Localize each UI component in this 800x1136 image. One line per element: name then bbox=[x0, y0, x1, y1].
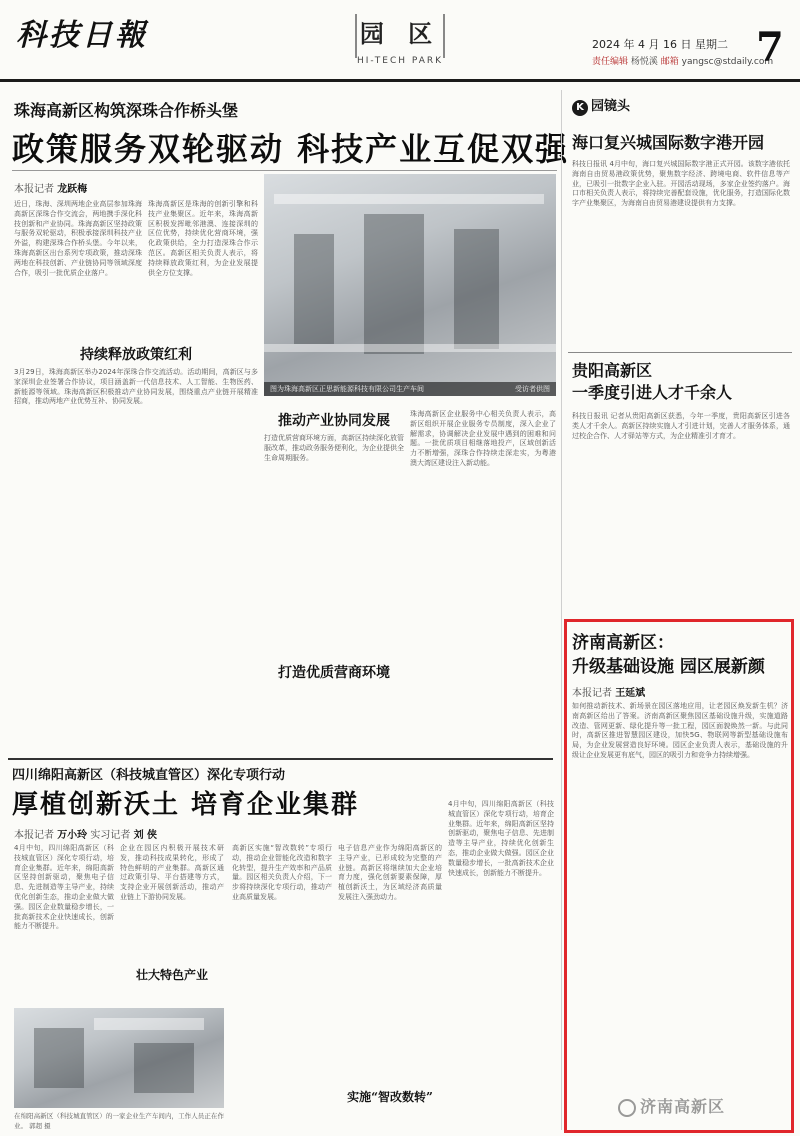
masthead bbox=[0, 0, 800, 82]
bottom-photo bbox=[14, 1008, 224, 1108]
section-name-box bbox=[355, 14, 445, 58]
byline-name: 万小玲 bbox=[57, 830, 88, 841]
right-story2-title-2: 一季度引进人才千余人 bbox=[572, 383, 733, 402]
editor-label: 责任编辑 bbox=[592, 57, 629, 67]
issue-date: 2024 年 4 月 16 日 星期二 bbox=[592, 38, 728, 51]
editor-line bbox=[592, 54, 773, 67]
bottom-column-5: 4月中旬，四川绵阳高新区（科技城直管区）深化专项行动，培育企业集群。近年来，绵阳高新区坚持创新驱动，聚焦电子信息、先进制造等主导产业，持续优化创新生态，推动企业做大做强。园区企业数量稳步增长，一批高新技术企业快速成长，创新能力不断提升。 bbox=[448, 800, 554, 877]
byline-label: 本报记者 bbox=[14, 830, 54, 841]
right-story2-body: 科技日报讯 记者从贵阳高新区获悉，今年一季度，贵阳高新区引进各类人才千余人。高新区持续实施人才引进计划，完善人才服务体系，通过校企合作、人才驿站等方式，为企业精准引才育才。 bbox=[572, 412, 790, 440]
lead-subhead-2: 推动产业协同发展 bbox=[278, 413, 390, 429]
byline-name: 龙跃梅 bbox=[57, 184, 88, 195]
section-name: 园 区 bbox=[359, 19, 441, 48]
lead-photo-caption: 图为珠海高新区正思新能源科技有限公司生产车间 bbox=[264, 382, 556, 396]
byline-name-2: 刘 侠 bbox=[133, 830, 158, 841]
lead-headline: 政策服务双轮驱动 科技产业互促双强 bbox=[12, 130, 570, 168]
byline-label-2: 实习记者 bbox=[90, 830, 131, 841]
bottom-column-4: 电子信息产业作为绵阳高新区的主导产业，已形成较为完整的产业链。高新区将继续加大企业培育力度，强化创新要素保障，厚植创新沃土，为区域经济高质量发展注入强劲动力。 bbox=[338, 844, 442, 901]
lead-column-1-cont: 珠海高新区是珠海的创新引擎和科技产业集聚区。近年来，珠海高新区积极发挥毗邻港澳、连接深圳的区位优势，持续优化营商环境，强化政策供给，全力打造深珠合作示范区。高新区相关负责人表示，将持续释放政策红利，为企业发展提供全方位支撑。 bbox=[148, 200, 258, 277]
lead-subhead-1: 持续释放政策红利 bbox=[80, 347, 192, 363]
divider bbox=[8, 758, 553, 760]
bottom-subhead-2: 实施“智改数转” bbox=[347, 1090, 433, 1104]
email-label: 邮箱 bbox=[660, 57, 679, 67]
right-story3-title-2: 升级基础设施 园区展新颜 bbox=[572, 657, 765, 677]
byline-label: 本报记者 bbox=[572, 688, 612, 699]
lead-photo-credit: 受访者供图 bbox=[515, 385, 550, 393]
right-story1-body: 科技日报讯 4月中旬，海口复兴城国际数字港正式开园。该数字港依托海南自由贸易港政策优势，聚焦数字经济、跨境电商、软件信息等产业，已吸引一批数字企业入驻。开园活动现场，多家企业签约落户。海口市相关负责人表示，将持续完善配套设施，优化服务，打造国际化数字产业集聚区，为海南自由贸易港建设提供有力支撑。 bbox=[572, 160, 790, 208]
bottom-column-3: 高新区实施“智改数转”专项行动，推动企业智能化改造和数字化转型，提升生产效率和产品质量。园区相关负责人介绍，下一步将持续深化专项行动，推动产业高质量发展。 bbox=[232, 844, 332, 901]
right-story3-body: 如何推动新技术、新场景在园区落地应用，让老园区焕发新生机？济南高新区给出了答案。济南高新区聚焦园区基础设施升级，实施道路改造、管网更新、绿化提升等一批工程，园区面貌焕然一新。与此同时，高新区推进智慧园区建设，加快5G、物联网等新型基础设施布局，为企业发展营造良好环境。园区企业负责人表示，基础设施的升级让企业发展更有底气，园区的吸引力和竞争力持续增强。 bbox=[572, 702, 788, 759]
right-story2-title-1: 贵阳高新区 bbox=[572, 361, 653, 380]
lead-subhead-3: 打造优质营商环境 bbox=[278, 665, 390, 681]
column-divider bbox=[561, 90, 562, 1130]
lead-column-2: 3月29日，珠海高新区举办2024年深珠合作交流活动。活动期间，高新区与多家深圳企业签署合作协议，项目涵盖新一代信息技术、人工智能、生物医药、新能源等领域。珠海高新区积极推动产业协同发展，围绕重点产业链开展精准招商，推动两地产业优势互补、协同发展。 bbox=[14, 368, 258, 406]
page-number: 7 bbox=[756, 24, 784, 71]
lead-byline bbox=[14, 180, 87, 195]
k-icon: K bbox=[572, 100, 588, 116]
lead-column-4: 珠海高新区企业服务中心相关负责人表示，高新区组织开展企业服务专员制度，深入企业了解需求，协调解决企业发展中遇到的困难和问题。一批优质项目相继落地投产，区域创新活力不断增强，深珠合作持续走深走实，为粤港澳大湾区建设注入新动能。 bbox=[410, 410, 556, 467]
right-story1-title: 海口复兴城国际数字港开园 bbox=[572, 133, 765, 152]
section-name-english: HI-TECH PARK bbox=[356, 56, 444, 66]
bottom-column-2: 企业在园区内积极开展技术研发，推动科技成果转化，形成了特色鲜明的产业集群。高新区通过政策引导、平台搭建等方式，支持企业开展创新活动，推动产业链上下游协同发展。 bbox=[120, 844, 224, 901]
byline-name: 王延斌 bbox=[615, 688, 646, 699]
editor-email: yangsc@stdaily.com bbox=[681, 57, 774, 67]
right-story3-byline bbox=[572, 684, 645, 699]
newspaper-logo: 科技日報 bbox=[16, 18, 148, 53]
divider bbox=[12, 170, 557, 171]
bottom-column-1: 4月中旬，四川绵阳高新区（科技城直管区）深化专项行动，培育企业集群。近年来，绵阳高新区坚持创新驱动，聚焦电子信息、先进制造等主导产业，持续优化创新生态，推动企业做大做强。园区企业数量稳步增长，一批高新技术企业快速成长，创新能力不断提升。 bbox=[14, 844, 114, 931]
lead-kicker: 珠海高新区构筑深珠合作桥头堡 bbox=[14, 101, 239, 120]
bottom-photo-caption: 在绵阳高新区（科技城直管区）的一家企业生产车间内，工作人员正在作业。 郭超 摄 bbox=[14, 1112, 224, 1130]
right-story3-title-1: 济南高新区： bbox=[572, 633, 674, 653]
bottom-byline bbox=[14, 826, 157, 841]
lead-column-3: 打造优质营商环境方面，高新区持续深化放管服改革，推动政务服务便利化，为企业提供全生命周期服务。 bbox=[264, 434, 404, 462]
bottom-headline: 厚植创新沃土 培育企业集群 bbox=[12, 790, 360, 820]
bottom-kicker: 四川绵阳高新区（科技城直管区）深化专项行动 bbox=[12, 768, 286, 783]
wechat-icon bbox=[618, 1099, 636, 1117]
watermark: 济南高新区 bbox=[618, 1094, 725, 1117]
byline-label: 本报记者 bbox=[14, 184, 54, 195]
bottom-subhead-1: 壮大特色产业 bbox=[135, 968, 208, 982]
divider bbox=[568, 352, 792, 353]
lead-column-1: 近日，珠海、深圳两地企业高层参加珠海高新区深珠合作交流会，两地携手深化科技创新和产业协同。珠海高新区坚持政策与服务双轮驱动，积极承接深圳科技产业外溢，构建深珠合作桥头堡。今年以来，珠海高新区出台系列专项政策，推动深珠两地在科技创新、产业链协同等领域深度合作，吸引一批优质企业落户。 bbox=[14, 200, 142, 277]
lead-photo bbox=[264, 174, 556, 396]
column-badge: K 园镜头 bbox=[572, 95, 630, 116]
editor-name: 杨悦溪 bbox=[630, 57, 658, 67]
